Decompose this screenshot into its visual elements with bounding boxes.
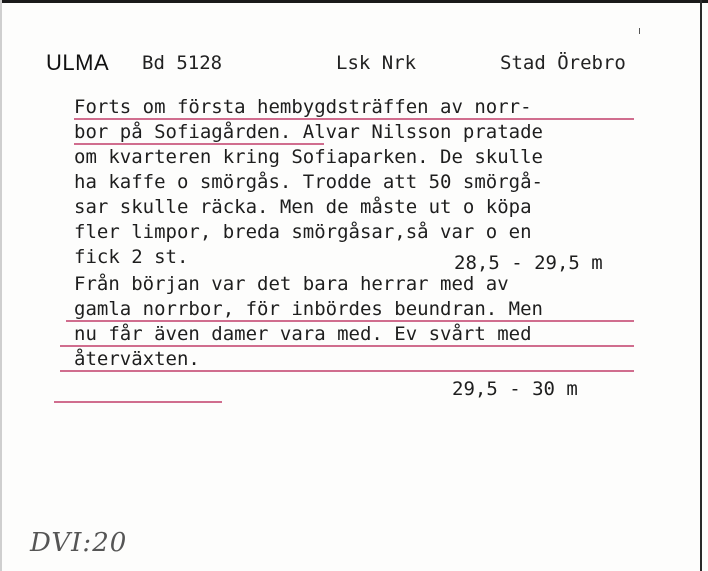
underline-mark — [66, 320, 634, 322]
elevation-range-1: 28,5 - 29,5 m — [454, 252, 603, 274]
record-number: Bd 5128 — [142, 52, 223, 74]
archive-code: ULMA — [46, 50, 110, 75]
underline-mark — [74, 143, 324, 145]
elevation-range-2: 29,5 - 30 m — [452, 378, 578, 400]
text-line-4: ha kaffe o smörgås. Trodde att 50 smörgå- — [74, 171, 543, 193]
card-top-edge — [0, 0, 708, 3]
text-line-6: fler limpor, breda smörgåsar,så var o en — [74, 221, 532, 243]
text-line-9: gamla norrbor, för inbördes beundran. Men — [74, 298, 543, 320]
place: Stad Örebro — [500, 52, 626, 74]
handwritten-mark: DVI:20 — [30, 528, 128, 558]
paper-speck — [639, 28, 640, 34]
district: Lsk Nrk — [336, 52, 417, 74]
text-line-10: nu får även damer vara med. Ev svårt med — [74, 323, 532, 345]
text-line-5: sar skulle räcka. Men de måste ut o köpa — [74, 196, 532, 218]
text-line-1: Forts om första hembygdsträffen av norr- — [74, 96, 532, 118]
underline-mark — [60, 370, 634, 372]
text-line-8: Från början var det bara herrar med av — [74, 273, 509, 295]
card-left-edge — [0, 0, 2, 571]
underline-mark — [54, 401, 222, 403]
underline-mark — [74, 118, 634, 120]
text-line-11: återväxten. — [74, 348, 200, 370]
text-line-2: bor på Sofiagården. Alvar Nilsson pratade — [74, 121, 543, 143]
text-line-7: fick 2 st. — [74, 246, 189, 268]
text-line-3: om kvarteren kring Sofiaparken. De skulle — [74, 146, 543, 168]
underline-mark — [60, 345, 634, 347]
card-right-edge — [700, 0, 702, 571]
